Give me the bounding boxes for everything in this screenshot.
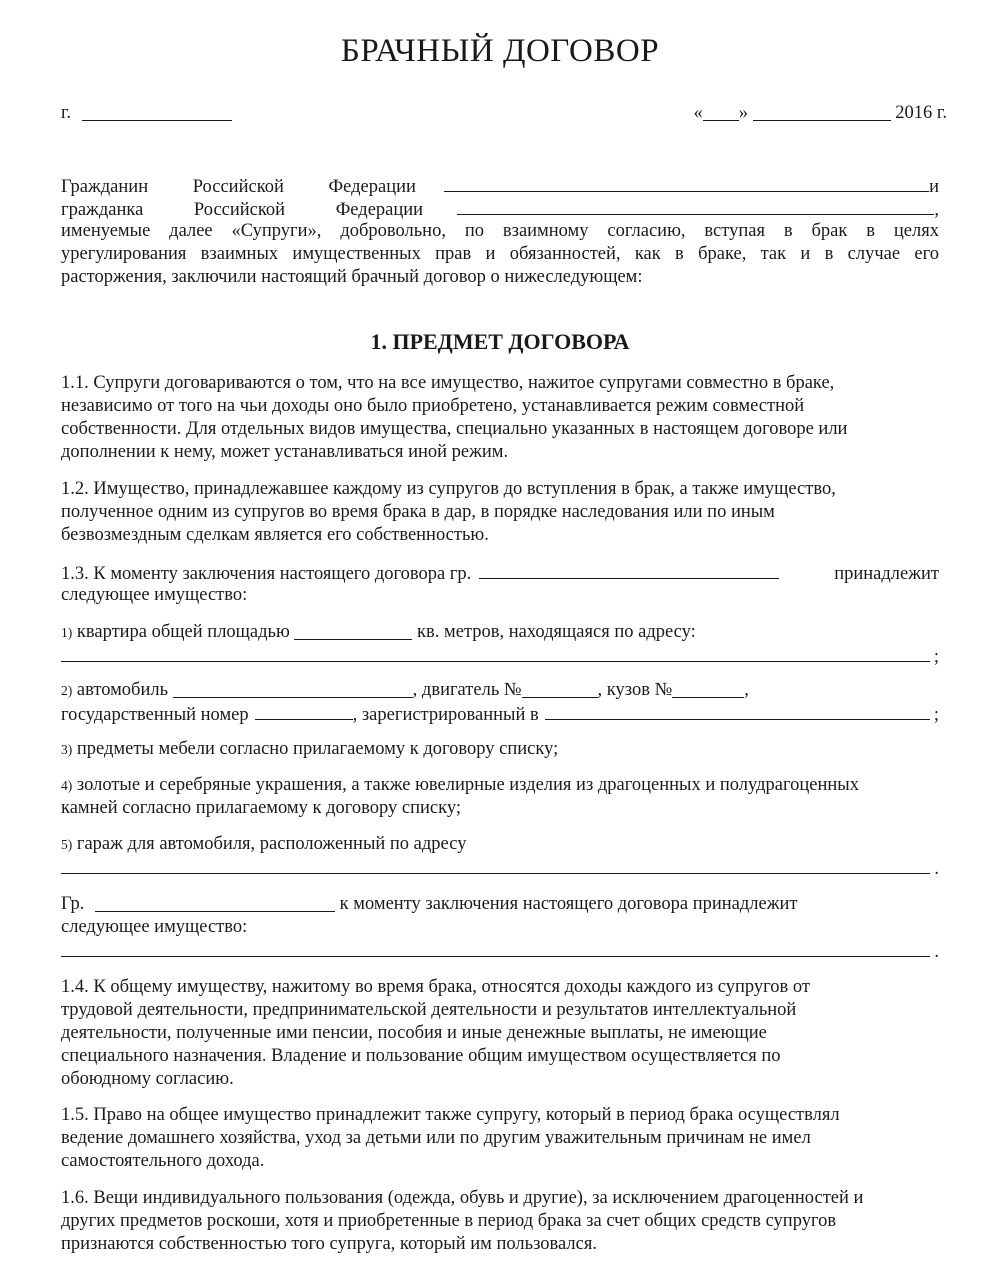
engine-number-blank[interactable] (522, 680, 598, 698)
city-blank[interactable] (82, 103, 232, 121)
item-2-line-2 (61, 702, 939, 727)
item-4-line-2: камней согласно прилагаемому к договору списку; (61, 798, 461, 818)
body-number-blank[interactable] (672, 680, 744, 698)
owner2-name-blank[interactable] (95, 894, 335, 912)
p16-line: признаются собственностью того супруга, который им пользовался. (61, 1234, 597, 1254)
p15-line: самостоятельного дохода. (61, 1151, 265, 1171)
item-3-text: предметы мебели согласно прилагаемому к договору списку; (76, 739, 559, 759)
p11-line: дополнении к нему, может устанавливаться иной режим. (61, 442, 509, 462)
year-text: 2016 г. (895, 103, 947, 123)
intro-line-3: именуемые далее «Супруги», добровольно, по взаимному согласию, вступая в брак в целях (61, 221, 939, 241)
p14-line: трудовой деятельности, предпринимательской деятельности и результатов интеллектуальной (61, 1000, 797, 1020)
quote-open: « (693, 103, 703, 123)
owner2-property-blank[interactable] (61, 939, 930, 957)
p13-line-2: следующее имущество: (61, 585, 248, 605)
owner1-name-blank[interactable] (479, 561, 779, 579)
item-5-number: 5) (61, 837, 73, 852)
p16-line: 1.6. Вещи индивидуального пользования (одежда, обувь и другие), за исключением драгоценностей и (61, 1188, 864, 1208)
date-block (693, 102, 947, 125)
p12-line: безвозмездным сделкам является его собственностью. (61, 525, 489, 545)
p14-line: 1.4. К общему имуществу, нажитому во время брака, относятся доходы каждого из супругов от (61, 977, 810, 997)
section-1-heading: 1. ПРЕДМЕТ ДОГОВОРА (370, 329, 630, 354)
item-2-comma: , (744, 680, 749, 700)
p14-line: деятельности, полученные ими пенсии, пособия и иные денежные выплаты, не имеющие (61, 1023, 767, 1043)
p13-line-1 (61, 561, 939, 586)
p13-belongs: принадлежит (834, 564, 939, 584)
item-1-number: 1) (61, 625, 73, 640)
gr-line-2: следующее имущество: (61, 917, 248, 937)
apartment-area-blank[interactable] (294, 622, 412, 640)
intro-citizeness-label: гражданка Российской Федерации (61, 200, 424, 220)
intro-and: и (929, 177, 939, 197)
p13-text: 1.3. К моменту заключения настоящего договора гр. (61, 564, 472, 584)
item-5-text: гараж для автомобиля, расположенный по адресу (76, 834, 467, 854)
garage-address-blank[interactable] (61, 856, 930, 874)
gr-prefix: Гр. (61, 894, 85, 914)
month-blank[interactable] (753, 103, 891, 121)
apartment-address-blank[interactable] (61, 644, 930, 662)
registered-in-blank[interactable] (545, 702, 930, 720)
p14-line: специального назначения. Владение и пользование общим имуществом осуществляется по (61, 1046, 781, 1066)
item-1-end: ; (933, 647, 939, 667)
item-1 (61, 621, 939, 644)
gr-end: . (934, 942, 939, 962)
p11-line: независимо от того на чьи доходы оно было приобретено, устанавливается режим совместной (61, 396, 805, 416)
intro-comma: , (934, 200, 939, 220)
item-2-body: , кузов № (597, 680, 673, 700)
car-blank[interactable] (173, 680, 413, 698)
item-5 (61, 833, 939, 856)
item-4 (61, 774, 939, 797)
item-5-end: . (934, 859, 939, 879)
item-1-text: квартира общей площадью (76, 622, 290, 642)
item-3 (61, 738, 939, 761)
p11-line: 1.1. Супруги договариваются о том, что на все имущество, нажитое супругами совместно в браке, (61, 373, 835, 393)
item-2 (61, 679, 939, 702)
item-2-end: ; (933, 705, 939, 725)
item-2-text: автомобиль (76, 680, 169, 700)
item-2-plate-label: государственный номер (61, 705, 249, 725)
city-prefix: г. (61, 103, 72, 123)
item-1-address-line (61, 644, 939, 669)
husband-name-blank[interactable] (444, 174, 929, 192)
p16-line: других предметов роскоши, хотя и приобретенные в период брака за счет общих средств супругов (61, 1211, 837, 1231)
gr-text: к моменту заключения настоящего договора принадлежит (339, 894, 798, 914)
intro-line-2 (61, 197, 939, 222)
wife-name-blank[interactable] (457, 197, 934, 215)
intro-citizen-label: Гражданин Российской Федерации (61, 177, 416, 197)
plate-number-blank[interactable] (255, 702, 353, 720)
p14-line: обоюдному согласию. (61, 1069, 234, 1089)
intro-line-1 (61, 174, 939, 199)
item-5-address-line (61, 856, 939, 881)
day-blank[interactable] (703, 103, 739, 121)
p11-line: собственности. Для отдельных видов имущества, специально указанных в настоящем договоре или (61, 419, 848, 439)
p12-line: полученное одним из супругов во время брака в дар, в порядке наследования или по иным (61, 502, 775, 522)
item-4-number: 4) (61, 778, 73, 793)
item-2-registered: , зарегистрированный в (352, 705, 539, 725)
quote-close: » (738, 103, 748, 123)
gr-line-1 (61, 893, 939, 916)
intro-line-5: расторжения, заключили настоящий брачный договор о нижеследующем: (61, 267, 643, 287)
item-2-number: 2) (61, 683, 73, 698)
p15-line: ведение домашнего хозяйства, уход за детьми или по другим уважительным причинам не имел (61, 1128, 811, 1148)
intro-line-4: урегулирования взаимных имущественных прав и обязанностей, как в браке, так и в случае его (61, 244, 939, 264)
item-1-text-2: кв. метров, находящаяся по адресу: (417, 622, 696, 642)
item-2-engine: , двигатель № (412, 680, 522, 700)
gr-property-line (61, 939, 939, 964)
p15-line: 1.5. Право на общее имущество принадлежит также супругу, который в период брака осуществлял (61, 1105, 840, 1125)
item-4-text: золотые и серебряные украшения, а также ювелирные изделия из драгоценных и полудрагоценных (76, 775, 859, 795)
p12-line: 1.2. Имущество, принадлежавшее каждому из супругов до вступления в брак, а также имущество, (61, 479, 836, 499)
item-3-number: 3) (61, 742, 73, 757)
header-line (61, 102, 947, 125)
document-title: БРАЧНЫЙ ДОГОВОР (340, 33, 660, 69)
